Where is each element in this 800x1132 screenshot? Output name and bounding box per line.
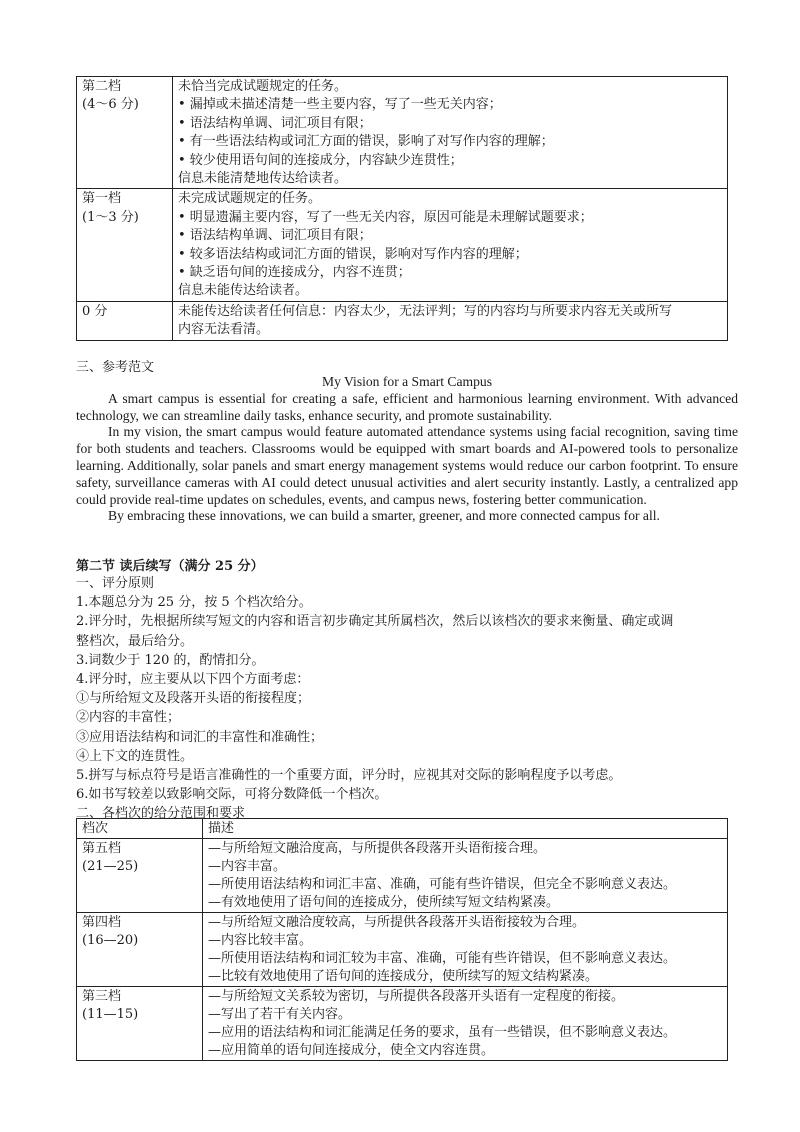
description-cell bbox=[173, 77, 728, 189]
level-cell bbox=[77, 839, 203, 913]
rule-line: ③应用语法结构和词汇的丰富性和准确性； bbox=[76, 729, 324, 745]
description-line: —与所给短文关系较为密切，与所提供各段落开头语有一定程度的衔接。 bbox=[208, 989, 625, 1004]
description-line: 未能传达给读者任何信息：内容太少，无法评判；写的内容均与所要求内容无关或所写 bbox=[178, 303, 673, 319]
level-name: 第四档 bbox=[82, 915, 122, 930]
description-line: —应用简单的语句间连接成分，使全文内容连贯。 bbox=[208, 1043, 495, 1058]
table-row bbox=[77, 987, 728, 1061]
description-cell bbox=[173, 301, 728, 340]
level-name: 0 分 bbox=[82, 303, 108, 319]
level-name: 第二档 bbox=[82, 79, 122, 94]
table-header-row bbox=[77, 819, 728, 839]
description-line: • 漏掉或未描述清楚一些主要内容，写了一些无关内容； bbox=[178, 97, 502, 113]
principles-heading: 一、评分原则 bbox=[76, 576, 155, 591]
rule-line: ④上下文的连贯性。 bbox=[76, 748, 194, 764]
description-line: —比较有效地使用了语句间的连接成分，使所续写的短文结构紧凑。 bbox=[208, 969, 599, 984]
essay-paragraph: By embracing these innovations, we can build a smarter, greener, and more connected campus for all. bbox=[108, 508, 660, 524]
level-range: (11—15) bbox=[82, 1007, 139, 1022]
scoring-principles bbox=[76, 574, 736, 824]
description-line: • 缺乏语句间的连接成分，内容不连贯； bbox=[178, 265, 411, 281]
level-cell bbox=[77, 913, 203, 987]
description-line: • 语法结构单调、词汇项目有限； bbox=[178, 228, 372, 244]
rule-line: 2.评分时，先根据所续写短文的内容和语言初步确定其所属档次，然后以该档次的要求来衡量、确定或调 bbox=[76, 614, 674, 630]
description-line: —与所给短文融洽度高，与所提供各段落开头语衔接合理。 bbox=[208, 841, 547, 856]
rule-line: 6.如书写较差以致影响交际，可将分数降低一个档次。 bbox=[76, 787, 388, 803]
description-line: 信息未能传达给读者。 bbox=[178, 283, 309, 299]
level-cell bbox=[77, 77, 173, 189]
rule-line: ②内容的丰富性； bbox=[76, 710, 181, 726]
description-cell bbox=[203, 987, 728, 1061]
level-cell bbox=[77, 987, 203, 1061]
table-row bbox=[77, 301, 728, 340]
rule-line: 5.拼写与标点符号是语言准确性的一个重要方面，评分时，应视其对交际的影响程度予以考虑。 bbox=[76, 768, 622, 784]
description-line: 未完成试题规定的任务。 bbox=[178, 191, 322, 207]
ranges-heading: 二、各档次的给分范围和要求 bbox=[76, 806, 246, 822]
description-line: —内容丰富。 bbox=[208, 859, 287, 874]
level-name: 第一档 bbox=[82, 191, 122, 207]
description-cell bbox=[173, 189, 728, 301]
description-line: —有效地使用了语句间的连接成分，使所续写短文结构紧凑。 bbox=[208, 895, 560, 910]
essay-title: My Vision for a Smart Campus bbox=[322, 374, 492, 389]
level-cell bbox=[77, 189, 173, 301]
description-line: • 语法结构单调、词汇项目有限； bbox=[178, 115, 372, 131]
description-line: —内容比较丰富。 bbox=[208, 933, 313, 948]
description-line: —所使用语法结构和词汇较为丰富、准确，可能有些许错误，但不影响意义表达。 bbox=[208, 951, 677, 966]
sample-heading: 三、参考范文 bbox=[76, 360, 155, 375]
level-range: (4～6 分) bbox=[82, 97, 139, 113]
level-cell bbox=[77, 301, 173, 340]
rule-line: ①与所给短文及段落开头语的衔接程度； bbox=[76, 691, 311, 707]
column-header: 描述 bbox=[203, 819, 728, 839]
rule-line: 3.词数少于 120 的，酌情扣分。 bbox=[76, 652, 265, 668]
level-name: 第五档 bbox=[82, 841, 122, 856]
description-line: 未恰当完成试题规定的任务。 bbox=[178, 79, 348, 94]
essay-paragraph: A smart campus is essential for creating a safe, efficient and harmonious learning environment. With advanced technology, we can streamline daily tasks, enhance security, and promote sustainability. bbox=[76, 390, 738, 423]
description-cell bbox=[203, 913, 728, 987]
description-line: • 较少使用语句间的连接成分，内容缺少连贯性； bbox=[178, 152, 463, 168]
description-line: 信息未能清楚地传达给读者。 bbox=[178, 171, 348, 187]
sample-essay bbox=[76, 374, 738, 525]
column-header: 档次 bbox=[77, 819, 203, 839]
level-name: 第三档 bbox=[82, 989, 122, 1004]
description-line: • 明显遗漏主要内容，写了一些无关内容，原因可能是未理解试题要求； bbox=[178, 209, 593, 225]
table-row bbox=[77, 839, 728, 913]
description-line: • 有一些语法结构或词汇方面的错误，影响了对写作内容的理解； bbox=[178, 134, 554, 150]
bottom-rubric-table bbox=[76, 818, 728, 1061]
table-row bbox=[77, 913, 728, 987]
rule-line: 4.评分时，应主要从以下四个方面考虑： bbox=[76, 672, 310, 688]
description-line: • 较多语法结构或词汇方面的错误，影响对写作内容的理解； bbox=[178, 246, 528, 262]
rule-line: 整档次，最后给分。 bbox=[76, 633, 194, 649]
section-title: 第二节 读后续写（满分 25 分） bbox=[76, 559, 264, 574]
description-line: —写出了若干有关内容。 bbox=[208, 1007, 352, 1022]
table-row bbox=[77, 189, 728, 301]
level-range: (21—25) bbox=[82, 859, 139, 874]
description-line: 内容无法看清。 bbox=[178, 322, 270, 338]
level-range: (16—20) bbox=[82, 933, 139, 948]
essay-paragraph: In my vision, the smart campus would feature automated attendance systems using facial recognition, saving time for both students and teachers. Classrooms would be equipped with smart boards and AI-powered tools to personalize learning. Additionally, solar panels and smart energy management systems would reduce our carbon footprint. To ensure safety, surveillance cameras with AI could detect unusual activities and alert security instantly. Lastly, a centralized app could provide real-time updates on schedules, events, and campus news, fostering better communication. bbox=[76, 424, 738, 507]
description-cell bbox=[203, 839, 728, 913]
top-rubric-table bbox=[76, 76, 728, 341]
description-line: —应用的语法结构和词汇能满足任务的要求，虽有一些错误，但不影响意义表达。 bbox=[208, 1025, 677, 1040]
description-line: —与所给短文融洽度较高，与所提供各段落开头语衔接较为合理。 bbox=[208, 915, 586, 930]
level-range: (1～3 分) bbox=[82, 209, 139, 225]
rule-line: 1.本题总分为 25 分，按 5 个档次给分。 bbox=[76, 595, 312, 611]
table-row bbox=[77, 77, 728, 189]
description-line: —所使用语法结构和词汇丰富、准确，可能有些许错误，但完全不影响意义表达。 bbox=[208, 877, 677, 892]
